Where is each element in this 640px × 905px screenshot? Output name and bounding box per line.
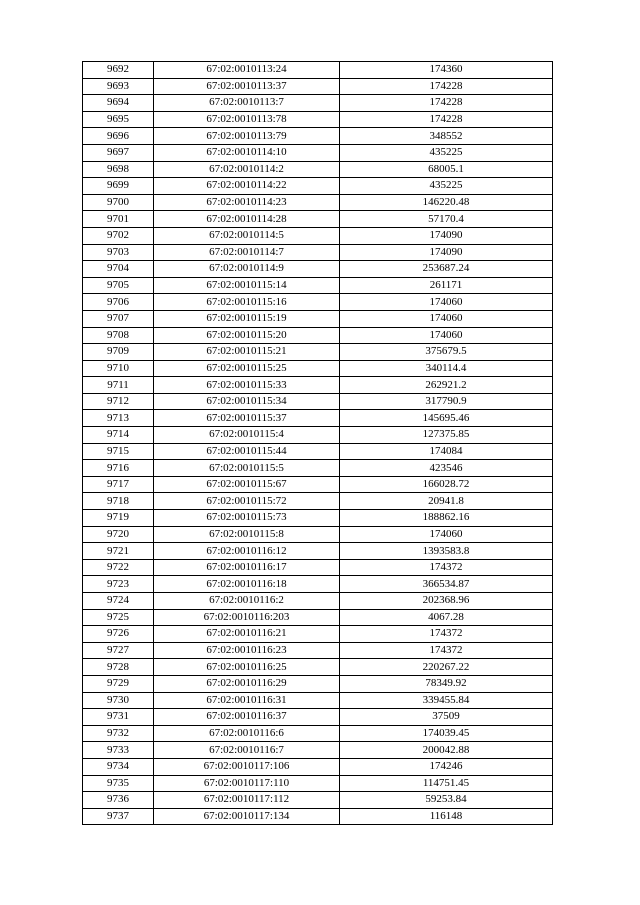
cadastral-number: 67:02:0010115:44: [154, 443, 340, 460]
cadastral-number: 67:02:0010116:2: [154, 593, 340, 610]
cadastral-value: 174228: [340, 111, 553, 128]
cadastral-number: 67:02:0010113:78: [154, 111, 340, 128]
cadastral-number: 67:02:0010115:67: [154, 476, 340, 493]
cadastral-value: 174228: [340, 95, 553, 112]
table-row: [83, 78, 553, 95]
table-row: [83, 194, 553, 211]
table-row: [83, 327, 553, 344]
row-number: 9736: [83, 792, 154, 809]
row-number: 9692: [83, 62, 154, 79]
table-row: [83, 709, 553, 726]
cadastral-number: 67:02:0010115:4: [154, 427, 340, 444]
cadastral-number: 67:02:0010116:23: [154, 642, 340, 659]
table-row: [83, 377, 553, 394]
cadastral-value: 220267.22: [340, 659, 553, 676]
row-number: 9718: [83, 493, 154, 510]
cadastral-number: 67:02:0010114:9: [154, 261, 340, 278]
row-number: 9705: [83, 277, 154, 294]
cadastral-value: 174246: [340, 758, 553, 775]
cadastral-value: 253687.24: [340, 261, 553, 278]
table-row: [83, 526, 553, 543]
table-row: [83, 128, 553, 145]
cadastral-number: 67:02:0010114:22: [154, 178, 340, 195]
cadastral-value: 435225: [340, 178, 553, 195]
cadastral-value: 202368.96: [340, 593, 553, 610]
row-number: 9709: [83, 344, 154, 361]
cadastral-value: 262921.2: [340, 377, 553, 394]
cadastral-number: 67:02:0010115:19: [154, 310, 340, 327]
cadastral-number: 67:02:0010114:5: [154, 227, 340, 244]
cadastral-number: 67:02:0010116:7: [154, 742, 340, 759]
cadastral-value: 20941.8: [340, 493, 553, 510]
table-row: [83, 95, 553, 112]
row-number: 9716: [83, 460, 154, 477]
table-row: [83, 642, 553, 659]
row-number: 9728: [83, 659, 154, 676]
row-number: 9707: [83, 310, 154, 327]
table-row: [83, 742, 553, 759]
table-body: [83, 62, 553, 825]
row-number: 9694: [83, 95, 154, 112]
table-row: [83, 775, 553, 792]
row-number: 9727: [83, 642, 154, 659]
row-number: 9732: [83, 725, 154, 742]
cadastral-value: 423546: [340, 460, 553, 477]
table-row: [83, 725, 553, 742]
table-row: [83, 543, 553, 560]
cadastral-number: 67:02:0010115:16: [154, 294, 340, 311]
cadastral-number: 67:02:0010116:203: [154, 609, 340, 626]
cadastral-value: 366534.87: [340, 576, 553, 593]
row-number: 9735: [83, 775, 154, 792]
row-number: 9734: [83, 758, 154, 775]
table-row: [83, 792, 553, 809]
row-number: 9726: [83, 626, 154, 643]
row-number: 9731: [83, 709, 154, 726]
table-row: [83, 161, 553, 178]
row-number: 9730: [83, 692, 154, 709]
cadastral-value: 174084: [340, 443, 553, 460]
table-row: [83, 410, 553, 427]
cadastral-value-table: [82, 61, 553, 825]
cadastral-value: 174372: [340, 626, 553, 643]
table-row: [83, 593, 553, 610]
cadastral-value: 261171: [340, 277, 553, 294]
cadastral-number: 67:02:0010116:29: [154, 675, 340, 692]
row-number: 9733: [83, 742, 154, 759]
cadastral-number: 67:02:0010113:79: [154, 128, 340, 145]
cadastral-number: 67:02:0010116:31: [154, 692, 340, 709]
row-number: 9706: [83, 294, 154, 311]
cadastral-value: 188862.16: [340, 510, 553, 527]
cadastral-number: 67:02:0010117:112: [154, 792, 340, 809]
table-row: [83, 211, 553, 228]
row-number: 9713: [83, 410, 154, 427]
row-number: 9717: [83, 476, 154, 493]
cadastral-number: 67:02:0010115:20: [154, 327, 340, 344]
row-number: 9729: [83, 675, 154, 692]
cadastral-value: 4067.28: [340, 609, 553, 626]
table-row: [83, 393, 553, 410]
row-number: 9710: [83, 360, 154, 377]
table-row: [83, 626, 553, 643]
row-number: 9721: [83, 543, 154, 560]
cadastral-value: 348552: [340, 128, 553, 145]
row-number: 9703: [83, 244, 154, 261]
cadastral-value: 174060: [340, 294, 553, 311]
cadastral-value: 166028.72: [340, 476, 553, 493]
cadastral-value: 1393583.8: [340, 543, 553, 560]
table-row: [83, 460, 553, 477]
cadastral-value: 127375.85: [340, 427, 553, 444]
row-number: 9708: [83, 327, 154, 344]
cadastral-value: 200042.88: [340, 742, 553, 759]
cadastral-number: 67:02:0010115:37: [154, 410, 340, 427]
row-number: 9719: [83, 510, 154, 527]
row-number: 9720: [83, 526, 154, 543]
cadastral-value: 57170.4: [340, 211, 553, 228]
cadastral-value: 37509: [340, 709, 553, 726]
cadastral-value: 114751.45: [340, 775, 553, 792]
table-row: [83, 476, 553, 493]
table-row: [83, 443, 553, 460]
table-row: [83, 692, 553, 709]
row-number: 9712: [83, 393, 154, 410]
cadastral-number: 67:02:0010114:23: [154, 194, 340, 211]
cadastral-value: 174060: [340, 526, 553, 543]
cadastral-value: 174372: [340, 642, 553, 659]
cadastral-value: 174039.45: [340, 725, 553, 742]
row-number: 9725: [83, 609, 154, 626]
cadastral-number: 67:02:0010116:17: [154, 559, 340, 576]
cadastral-number: 67:02:0010113:37: [154, 78, 340, 95]
table-row: [83, 360, 553, 377]
cadastral-value: 375679.5: [340, 344, 553, 361]
cadastral-number: 67:02:0010115:8: [154, 526, 340, 543]
cadastral-value: 339455.84: [340, 692, 553, 709]
row-number: 9698: [83, 161, 154, 178]
row-number: 9714: [83, 427, 154, 444]
cadastral-number: 67:02:0010115:14: [154, 277, 340, 294]
table-row: [83, 144, 553, 161]
cadastral-value: 317790.9: [340, 393, 553, 410]
row-number: 9723: [83, 576, 154, 593]
table-row: [83, 510, 553, 527]
table-row: [83, 675, 553, 692]
row-number: 9715: [83, 443, 154, 460]
cadastral-number: 67:02:0010117:110: [154, 775, 340, 792]
cadastral-number: 67:02:0010114:28: [154, 211, 340, 228]
row-number: 9699: [83, 178, 154, 195]
table-row: [83, 244, 553, 261]
cadastral-number: 67:02:0010117:134: [154, 808, 340, 825]
cadastral-value: 174090: [340, 227, 553, 244]
cadastral-number: 67:02:0010115:25: [154, 360, 340, 377]
table-row: [83, 493, 553, 510]
cadastral-number: 67:02:0010116:12: [154, 543, 340, 560]
row-number: 9700: [83, 194, 154, 211]
cadastral-number: 67:02:0010114:10: [154, 144, 340, 161]
cadastral-number: 67:02:0010114:2: [154, 161, 340, 178]
cadastral-number: 67:02:0010116:25: [154, 659, 340, 676]
table-row: [83, 277, 553, 294]
row-number: 9693: [83, 78, 154, 95]
cadastral-value: 78349.92: [340, 675, 553, 692]
cadastral-value: 174360: [340, 62, 553, 79]
table-row: [83, 294, 553, 311]
row-number: 9737: [83, 808, 154, 825]
cadastral-value: 68005.1: [340, 161, 553, 178]
cadastral-number: 67:02:0010113:7: [154, 95, 340, 112]
table-row: [83, 344, 553, 361]
cadastral-number: 67:02:0010116:6: [154, 725, 340, 742]
row-number: 9696: [83, 128, 154, 145]
cadastral-value: 340114.4: [340, 360, 553, 377]
row-number: 9722: [83, 559, 154, 576]
table-row: [83, 227, 553, 244]
table-row: [83, 576, 553, 593]
table-row: [83, 758, 553, 775]
cadastral-value: 146220.48: [340, 194, 553, 211]
cadastral-value: 59253.84: [340, 792, 553, 809]
table-row: [83, 559, 553, 576]
row-number: 9702: [83, 227, 154, 244]
table-row: [83, 609, 553, 626]
table-row: [83, 427, 553, 444]
cadastral-value: 174090: [340, 244, 553, 261]
cadastral-value: 174228: [340, 78, 553, 95]
row-number: 9724: [83, 593, 154, 610]
table-row: [83, 659, 553, 676]
cadastral-number: 67:02:0010115:5: [154, 460, 340, 477]
cadastral-value: 435225: [340, 144, 553, 161]
cadastral-number: 67:02:0010116:37: [154, 709, 340, 726]
table-row: [83, 808, 553, 825]
table-row: [83, 310, 553, 327]
cadastral-number: 67:02:0010113:24: [154, 62, 340, 79]
cadastral-number: 67:02:0010115:72: [154, 493, 340, 510]
cadastral-number: 67:02:0010116:18: [154, 576, 340, 593]
cadastral-value: 174060: [340, 310, 553, 327]
row-number: 9701: [83, 211, 154, 228]
cadastral-number: 67:02:0010117:106: [154, 758, 340, 775]
cadastral-number: 67:02:0010115:34: [154, 393, 340, 410]
row-number: 9697: [83, 144, 154, 161]
table-row: [83, 111, 553, 128]
cadastral-value: 174372: [340, 559, 553, 576]
cadastral-value: 145695.46: [340, 410, 553, 427]
cadastral-number: 67:02:0010115:21: [154, 344, 340, 361]
table-row: [83, 178, 553, 195]
cadastral-number: 67:02:0010114:7: [154, 244, 340, 261]
cadastral-number: 67:02:0010115:73: [154, 510, 340, 527]
cadastral-value: 174060: [340, 327, 553, 344]
cadastral-value: 116148: [340, 808, 553, 825]
table-row: [83, 261, 553, 278]
row-number: 9695: [83, 111, 154, 128]
row-number: 9704: [83, 261, 154, 278]
row-number: 9711: [83, 377, 154, 394]
table-row: [83, 62, 553, 79]
cadastral-number: 67:02:0010115:33: [154, 377, 340, 394]
cadastral-number: 67:02:0010116:21: [154, 626, 340, 643]
